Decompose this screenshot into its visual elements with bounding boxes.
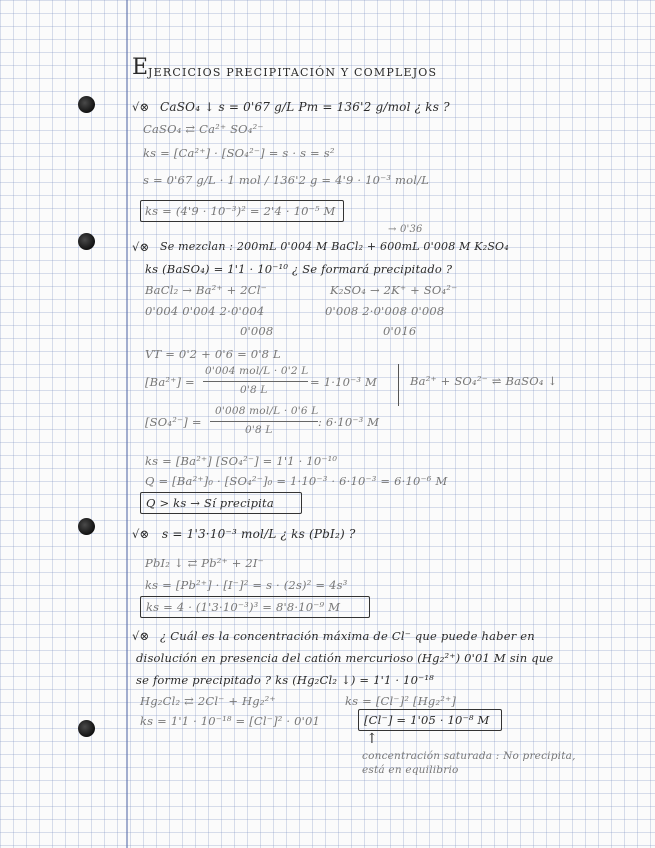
fraction-bar (210, 421, 318, 422)
exercise-4-question-line-1: ¿ Cuál es la concentración máxima de Cl⁻ que puede haber en (160, 629, 535, 643)
exercise-1-calculation: s = 0'67 g/L · 1 mol / 136'2 g = 4'9 · 10⁻³ mol/L (143, 173, 430, 187)
exercise-1-marker: √⊗ (132, 100, 150, 114)
exercise-2-precipitation-reaction: Ba²⁺ + SO₄²⁻ ⇌ BaSO₄ ↓ (410, 374, 558, 388)
up-arrow-icon: ↑ (366, 731, 378, 747)
separator-line (398, 364, 399, 406)
exercise-2-ks-expression: ks = [Ba²⁺] [SO₄²⁻] = 1'1 · 10⁻¹⁰ (145, 454, 338, 468)
exercise-2-note: → 0'36 (388, 224, 423, 235)
exercise-2-total-k: 0'016 (383, 324, 417, 338)
exercise-4-calculation: ks = 1'1 · 10⁻¹⁸ = [Cl⁻]² · 0'01 (140, 714, 321, 728)
binder-hole (78, 96, 95, 113)
exercise-4-note-line-2: está en equilibrio (362, 764, 459, 776)
exercise-1-ks-expression: ks = [Ca²⁺] · [SO₄²⁻] = s · s = s² (143, 146, 335, 160)
exercise-2-so4-numerator: 0'008 mol/L · 0'6 L (215, 405, 319, 417)
exercise-3-ks-expression: ks = [Pb²⁺] · [I⁻]² = s · (2s)² = 4s³ (145, 578, 348, 592)
exercise-2-ba-numerator: 0'004 mol/L · 0'2 L (205, 365, 309, 377)
exercise-2-dissociation-bacl2: BaCl₂ → Ba²⁺ + 2Cl⁻ (145, 283, 267, 297)
exercise-4-equilibrium: Hg₂Cl₂ ⇄ 2Cl⁻ + Hg₂²⁺ (140, 694, 276, 708)
exercise-2-ba-label: [Ba²⁺] = (145, 375, 195, 389)
binder-hole (78, 518, 95, 535)
exercise-4-marker: √⊗ (132, 629, 150, 643)
exercise-2-ba-result: = 1·10⁻³ M (310, 375, 378, 389)
exercise-2-total-volume: VT = 0'2 + 0'6 = 0'8 L (145, 347, 281, 361)
exercise-2-ba-denominator: 0'8 L (240, 384, 268, 396)
exercise-3-statement: s = 1'3·10⁻³ mol/L ¿ ks (PbI₂) ? (162, 527, 356, 541)
exercise-2-q-calculation: Q = [Ba²⁺]₀ · [SO₄²⁻]₀ = 1·10⁻³ · 6·10⁻³ = 6·10⁻⁶ M (145, 474, 448, 488)
exercise-2-concentrations-b: 0'008 2·0'008 0'008 (325, 304, 445, 318)
binder-hole (78, 720, 95, 737)
exercise-3-equilibrium: PbI₂ ↓ ⇄ Pb²⁺ + 2I⁻ (145, 556, 264, 570)
exercise-2-result: Q > ks → Sí precipita (146, 496, 274, 510)
exercise-2-question: ks (BaSO₄) = 1'1 · 10⁻¹⁰ ¿ Se formará precipitado ? (145, 262, 453, 276)
exercise-2-so4-result: : 6·10⁻³ M (318, 415, 380, 429)
fraction-bar (203, 381, 308, 382)
binder-hole (78, 233, 95, 250)
exercise-1-result: ks = (4'9 · 10⁻³)² = 2'4 · 10⁻⁵ M (145, 204, 336, 218)
exercise-4-note-line-1: concentración saturada : No precipita, (362, 750, 576, 762)
exercise-2-marker: √⊗ (132, 240, 150, 254)
exercise-4-question-line-2: disolución en presencia del catión mercurioso (Hg₂²⁺) 0'01 M sin que (136, 651, 554, 665)
exercise-1-statement: CaSO₄ ↓ s = 0'67 g/L Pm = 136'2 g/mol ¿ ks ? (160, 100, 450, 114)
exercise-2-so4-label: [SO₄²⁻] = (145, 415, 202, 429)
exercise-4-question-line-3: se forme precipitado ? ks (Hg₂Cl₂ ↓) = 1'1 · 10⁻¹⁸ (136, 673, 434, 687)
title-initial: E (132, 55, 149, 80)
exercise-2-dissociation-k2so4: K₂SO₄ → 2K⁺ + SO₄²⁻ (330, 283, 458, 297)
exercise-2-statement: Se mezclan : 200mL 0'004 M BaCl₂ + 600mL 0'008 M K₂SO₄ (160, 240, 509, 253)
page-title: JERCICIOS PRECIPITACIÓN Y COMPLEJOS (148, 66, 438, 79)
exercise-4-ks-expression: ks = [Cl⁻]² [Hg₂²⁺] (345, 694, 457, 708)
exercise-2-so4-denominator: 0'8 L (245, 424, 273, 436)
exercise-3-marker: √⊗ (132, 527, 150, 541)
exercise-2-total-cl: 0'008 (240, 324, 274, 338)
exercise-4-result: [Cl⁻] = 1'05 · 10⁻⁸ M (364, 713, 490, 727)
exercise-3-result: ks = 4 · (1'3·10⁻³)³ = 8'8·10⁻⁹ M (146, 600, 341, 614)
exercise-2-concentrations-a: 0'004 0'004 2·0'004 (145, 304, 265, 318)
margin-line (126, 0, 128, 848)
exercise-1-equilibrium: CaSO₄ ⇄ Ca²⁺ SO₄²⁻ (143, 122, 264, 136)
